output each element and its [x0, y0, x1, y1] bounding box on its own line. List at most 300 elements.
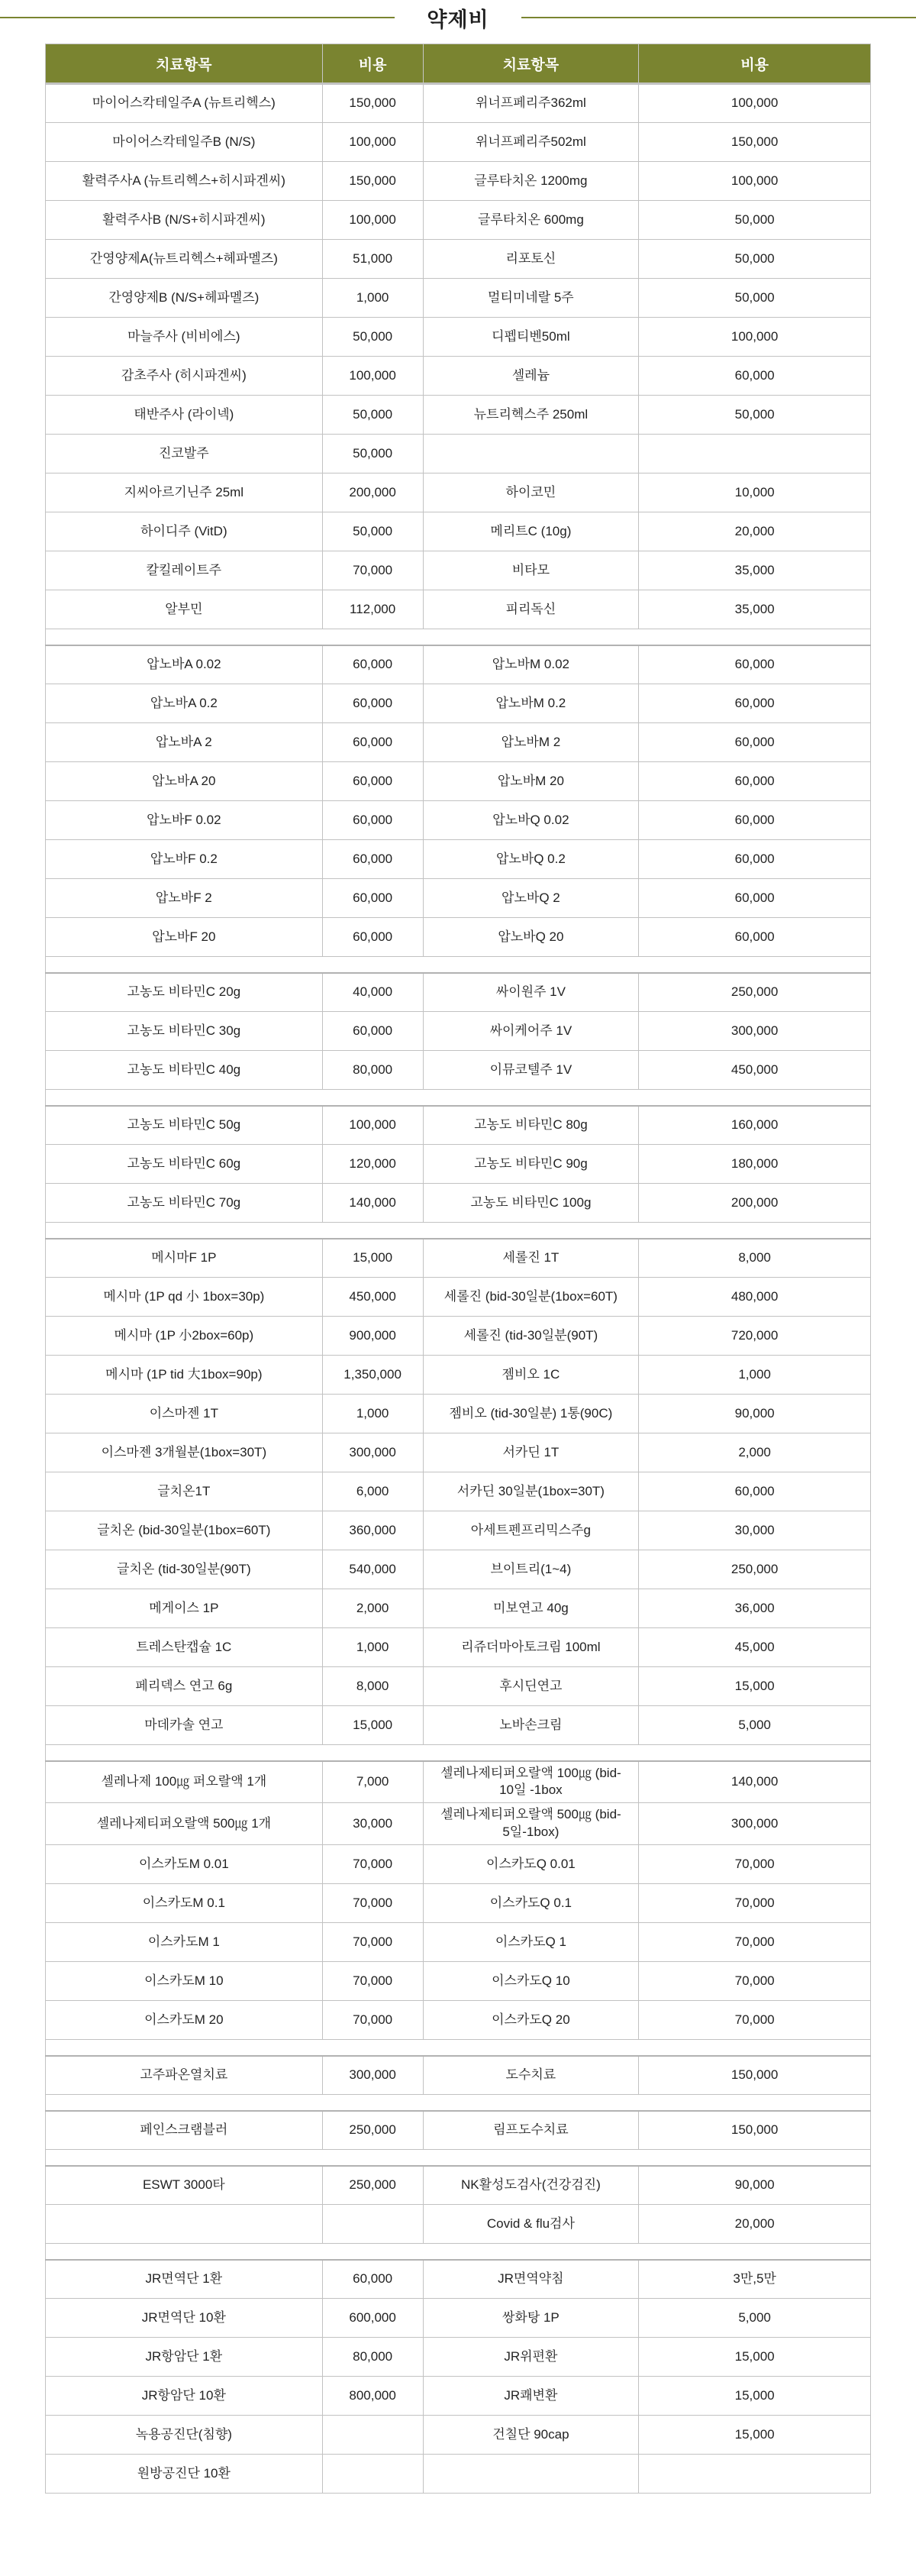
table-row: [46, 918, 871, 957]
price-cell: 50,000: [639, 396, 871, 435]
price-cell: 450,000: [639, 1051, 871, 1090]
item-cell: 셀레나제티퍼오랄액 500㎍ 1개: [46, 1803, 323, 1845]
price-cell: 70,000: [322, 551, 423, 590]
item-cell: 압노바M 20: [423, 762, 639, 801]
item-cell: 위너프페리주502ml: [423, 123, 639, 162]
item-cell: 메게이스 1P: [46, 1589, 323, 1628]
item-cell: 진코발주: [46, 435, 323, 474]
price-cell: 60,000: [322, 801, 423, 840]
table-row: [46, 2299, 871, 2338]
price-table-wrap: [0, 44, 916, 2494]
table-row: [46, 1012, 871, 1051]
price-cell: 15,000: [322, 1239, 423, 1278]
item-cell: 페인스크램블러: [46, 2111, 323, 2150]
header-cost-col-left: 비용: [322, 44, 423, 84]
price-cell: 250,000: [322, 2111, 423, 2150]
table-row: [46, 396, 871, 435]
price-cell: 100,000: [322, 357, 423, 396]
price-cell: 160,000: [639, 1106, 871, 1145]
item-cell: 압노바F 20: [46, 918, 323, 957]
price-cell: 70,000: [639, 1923, 871, 1962]
price-cell: 150,000: [322, 162, 423, 201]
item-cell: 이스마젠 3개월분(1box=30T): [46, 1433, 323, 1472]
item-cell: JR항암단 1환: [46, 2338, 323, 2377]
item-cell: 압노바Q 2: [423, 879, 639, 918]
item-cell: 페리덱스 연고 6g: [46, 1667, 323, 1706]
item-cell: 메시마 (1P tid 大1box=90p): [46, 1356, 323, 1395]
table-row: [46, 474, 871, 512]
item-cell: [423, 2455, 639, 2494]
table-row: [46, 2001, 871, 2040]
item-cell: 고농도 비타민C 60g: [46, 1145, 323, 1184]
table-row: [46, 2377, 871, 2416]
table-row: [46, 1550, 871, 1589]
item-cell: JR항암단 10환: [46, 2377, 323, 2416]
item-cell: 멀티미네랄 5주: [423, 279, 639, 318]
item-cell: 녹용공진단(침향): [46, 2416, 323, 2455]
table-row: [46, 1184, 871, 1223]
price-cell: [322, 2455, 423, 2494]
price-cell: 50,000: [322, 512, 423, 551]
item-cell: 압노바M 0.2: [423, 684, 639, 723]
price-cell: 60,000: [639, 357, 871, 396]
table-row: [46, 879, 871, 918]
table-row: [46, 1145, 871, 1184]
price-cell: 45,000: [639, 1628, 871, 1667]
item-cell: 압노바A 0.2: [46, 684, 323, 723]
price-cell: 140,000: [322, 1184, 423, 1223]
item-cell: 원방공진단 10환: [46, 2455, 323, 2494]
price-cell: 450,000: [322, 1278, 423, 1317]
table-row: [46, 2338, 871, 2377]
item-cell: 감초주사 (히시파겐씨): [46, 357, 323, 396]
table-row: [46, 1511, 871, 1550]
table-row: [46, 1395, 871, 1433]
item-cell: NK활성도검사(건강검진): [423, 2166, 639, 2205]
price-cell: 100,000: [322, 201, 423, 240]
price-cell: 70,000: [639, 1962, 871, 2001]
price-cell: 60,000: [322, 762, 423, 801]
table-row: [46, 1278, 871, 1317]
price-cell: 35,000: [639, 551, 871, 590]
table-row: [46, 645, 871, 684]
price-cell: 60,000: [639, 723, 871, 762]
price-cell: 70,000: [639, 2001, 871, 2040]
item-cell: 마데카솔 연고: [46, 1706, 323, 1745]
item-cell: 압노바M 2: [423, 723, 639, 762]
price-cell: 15,000: [322, 1706, 423, 1745]
price-cell: 100,000: [639, 162, 871, 201]
price-cell: 15,000: [639, 2416, 871, 2455]
item-cell: JR면역약침: [423, 2260, 639, 2299]
table-row: [46, 357, 871, 396]
price-cell: 100,000: [639, 318, 871, 357]
table-row: [46, 1356, 871, 1395]
item-cell: 도수치료: [423, 2056, 639, 2095]
price-cell: 30,000: [639, 1511, 871, 1550]
table-row: [46, 1433, 871, 1472]
table-row: [46, 318, 871, 357]
table-row: [46, 512, 871, 551]
item-cell: 압노바F 2: [46, 879, 323, 918]
item-cell: 메리트C (10g): [423, 512, 639, 551]
item-cell: 미보연고 40g: [423, 1589, 639, 1628]
price-cell: 5,000: [639, 1706, 871, 1745]
price-cell: 300,000: [639, 1012, 871, 1051]
price-cell: 60,000: [639, 762, 871, 801]
price-cell: 60,000: [322, 645, 423, 684]
section-separator: [46, 629, 871, 645]
item-cell: 위너프페리주362ml: [423, 84, 639, 123]
price-cell: 150,000: [639, 2056, 871, 2095]
header-cost-col-right: 비용: [639, 44, 871, 84]
item-cell: 압노바F 0.2: [46, 840, 323, 879]
price-cell: 51,000: [322, 240, 423, 279]
price-cell: 70,000: [322, 1845, 423, 1884]
price-cell: 60,000: [639, 840, 871, 879]
price-cell: 10,000: [639, 474, 871, 512]
table-row: [46, 2455, 871, 2494]
table-row: [46, 84, 871, 123]
price-cell: 3만,5만: [639, 2260, 871, 2299]
price-cell: 150,000: [322, 84, 423, 123]
item-cell: 압노바Q 0.2: [423, 840, 639, 879]
item-cell: 하이코민: [423, 474, 639, 512]
price-cell: 60,000: [322, 840, 423, 879]
item-cell: 고농도 비타민C 50g: [46, 1106, 323, 1145]
table-row: [46, 723, 871, 762]
item-cell: 아세트펜프리믹스주g: [423, 1511, 639, 1550]
table-row: [46, 201, 871, 240]
price-cell: 300,000: [322, 1433, 423, 1472]
table-row: [46, 973, 871, 1012]
price-cell: 140,000: [639, 1761, 871, 1803]
section-separator: [46, 2150, 871, 2166]
item-cell: 이스카도M 0.01: [46, 1845, 323, 1884]
item-cell: 고농도 비타민C 80g: [423, 1106, 639, 1145]
page-title: 약제비: [427, 8, 489, 31]
price-cell: 60,000: [322, 918, 423, 957]
price-cell: 60,000: [322, 879, 423, 918]
table-row: [46, 1845, 871, 1884]
item-cell: 고농도 비타민C 30g: [46, 1012, 323, 1051]
item-cell: 이뮤코텔주 1V: [423, 1051, 639, 1090]
price-cell: 70,000: [639, 1845, 871, 1884]
section-separator: [46, 957, 871, 973]
item-cell: 셀레늄: [423, 357, 639, 396]
price-cell: 1,000: [322, 279, 423, 318]
item-cell: 이스카도Q 1: [423, 1923, 639, 1962]
table-row: [46, 435, 871, 474]
price-cell: 20,000: [639, 512, 871, 551]
item-cell: 압노바A 2: [46, 723, 323, 762]
item-cell: 압노바F 0.02: [46, 801, 323, 840]
header-row: [46, 44, 871, 84]
item-cell: 고농도 비타민C 70g: [46, 1184, 323, 1223]
price-cell: 60,000: [639, 879, 871, 918]
item-cell: ESWT 3000타: [46, 2166, 323, 2205]
item-cell: [46, 2205, 323, 2244]
item-cell: 이스마젠 1T: [46, 1395, 323, 1433]
price-cell: 60,000: [639, 801, 871, 840]
price-cell: 90,000: [639, 1395, 871, 1433]
table-row: [46, 762, 871, 801]
price-cell: 35,000: [639, 590, 871, 629]
table-row: [46, 1667, 871, 1706]
price-table-body: [46, 84, 871, 2494]
price-cell: 250,000: [639, 1550, 871, 1589]
item-cell: 셀레나제 100㎍ 퍼오랄액 1개: [46, 1761, 323, 1803]
item-cell: 간영양제A(뉴트리헥스+헤파멜즈): [46, 240, 323, 279]
item-cell: 고주파온열치료: [46, 2056, 323, 2095]
price-cell: 60,000: [322, 2260, 423, 2299]
price-cell: 20,000: [639, 2205, 871, 2244]
table-row: [46, 1803, 871, 1845]
price-cell: 60,000: [639, 1472, 871, 1511]
item-cell: 리쥬더마아토크림 100ml: [423, 1628, 639, 1667]
item-cell: 고농도 비타민C 90g: [423, 1145, 639, 1184]
item-cell: 압노바Q 20: [423, 918, 639, 957]
price-cell: 150,000: [639, 123, 871, 162]
price-cell: 70,000: [322, 2001, 423, 2040]
table-row: [46, 1628, 871, 1667]
price-cell: 150,000: [639, 2111, 871, 2150]
price-cell: 1,000: [639, 1356, 871, 1395]
table-row: [46, 162, 871, 201]
item-cell: 메시마 (1P qd 小 1box=30p): [46, 1278, 323, 1317]
item-cell: 활력주사A (뉴트리헥스+히시파겐씨): [46, 162, 323, 201]
item-cell: 압노바Q 0.02: [423, 801, 639, 840]
table-row: [46, 1472, 871, 1511]
item-cell: 알부민: [46, 590, 323, 629]
price-table-header: [46, 44, 871, 84]
table-row: [46, 840, 871, 879]
item-cell: 칼킬레이트주: [46, 551, 323, 590]
item-cell: Covid & flu검사: [423, 2205, 639, 2244]
price-cell: 36,000: [639, 1589, 871, 1628]
price-cell: 40,000: [322, 973, 423, 1012]
table-row: [46, 279, 871, 318]
item-cell: JR면역단 10환: [46, 2299, 323, 2338]
price-cell: 250,000: [322, 2166, 423, 2205]
price-cell: 300,000: [322, 2056, 423, 2095]
price-cell: 70,000: [322, 1884, 423, 1923]
price-cell: 50,000: [322, 435, 423, 474]
table-row: [46, 2416, 871, 2455]
item-cell: 젬비오 (tid-30일분) 1통(90C): [423, 1395, 639, 1433]
table-row: [46, 1239, 871, 1278]
item-cell: JR쾌변환: [423, 2377, 639, 2416]
price-cell: 540,000: [322, 1550, 423, 1589]
header-item-col-right: 치료항목: [423, 44, 639, 84]
item-cell: 이스카도M 20: [46, 2001, 323, 2040]
price-cell: 7,000: [322, 1761, 423, 1803]
item-cell: 글루타치온 1200mg: [423, 162, 639, 201]
table-row: [46, 240, 871, 279]
item-cell: 고농도 비타민C 40g: [46, 1051, 323, 1090]
section-separator: [46, 1090, 871, 1106]
item-cell: 글치온 (bid-30일분(1box=60T): [46, 1511, 323, 1550]
item-cell: 이스카도Q 20: [423, 2001, 639, 2040]
item-cell: 후시딘연고: [423, 1667, 639, 1706]
item-cell: 뉴트리헥스주 250ml: [423, 396, 639, 435]
price-cell: 50,000: [322, 396, 423, 435]
price-cell: 480,000: [639, 1278, 871, 1317]
price-cell: 100,000: [639, 84, 871, 123]
price-cell: 2,000: [639, 1433, 871, 1472]
price-cell: 360,000: [322, 1511, 423, 1550]
price-cell: 60,000: [639, 684, 871, 723]
price-cell: 80,000: [322, 1051, 423, 1090]
item-cell: 싸이케어주 1V: [423, 1012, 639, 1051]
item-cell: 지씨아르기닌주 25ml: [46, 474, 323, 512]
price-cell: 60,000: [322, 684, 423, 723]
item-cell: 쌍화탕 1P: [423, 2299, 639, 2338]
price-cell: 900,000: [322, 1317, 423, 1356]
item-cell: 글치온1T: [46, 1472, 323, 1511]
item-cell: 림프도수치료: [423, 2111, 639, 2150]
title-rule-left: [0, 17, 395, 18]
price-cell: 90,000: [639, 2166, 871, 2205]
table-row: [46, 123, 871, 162]
item-cell: 이스카도Q 10: [423, 1962, 639, 2001]
item-cell: 세롤진 (bid-30일분(1box=60T): [423, 1278, 639, 1317]
title-rule-right: [521, 17, 916, 18]
item-cell: 디펩티벤50ml: [423, 318, 639, 357]
item-cell: 리포토신: [423, 240, 639, 279]
item-cell: 서카딘 30일분(1box=30T): [423, 1472, 639, 1511]
price-cell: 1,350,000: [322, 1356, 423, 1395]
price-cell: 60,000: [322, 1012, 423, 1051]
item-cell: 글치온 (tid-30일분(90T): [46, 1550, 323, 1589]
table-row: [46, 2166, 871, 2205]
title-band: [0, 5, 916, 31]
price-cell: 50,000: [639, 240, 871, 279]
price-table: [45, 44, 871, 2494]
item-cell: 서카딘 1T: [423, 1433, 639, 1472]
item-cell: JR면역단 1환: [46, 2260, 323, 2299]
table-row: [46, 801, 871, 840]
item-cell: 마이어스칵테일주A (뉴트리헥스): [46, 84, 323, 123]
section-separator: [46, 2040, 871, 2056]
price-cell: 80,000: [322, 2338, 423, 2377]
item-cell: 이스카도M 1: [46, 1923, 323, 1962]
table-row: [46, 1962, 871, 2001]
section-separator: [46, 1223, 871, 1239]
price-cell: [639, 2455, 871, 2494]
item-cell: 브이트리(1~4): [423, 1550, 639, 1589]
item-cell: 압노바M 0.02: [423, 645, 639, 684]
price-cell: 200,000: [639, 1184, 871, 1223]
price-cell: 8,000: [639, 1239, 871, 1278]
item-cell: 노바손크림: [423, 1706, 639, 1745]
price-cell: 15,000: [639, 2377, 871, 2416]
price-cell: 600,000: [322, 2299, 423, 2338]
item-cell: 이스카도Q 0.01: [423, 1845, 639, 1884]
price-cell: 1,000: [322, 1628, 423, 1667]
price-cell: [322, 2205, 423, 2244]
price-cell: 50,000: [639, 201, 871, 240]
table-row: [46, 1884, 871, 1923]
price-cell: 50,000: [639, 279, 871, 318]
table-row: [46, 2260, 871, 2299]
price-cell: 300,000: [639, 1803, 871, 1845]
price-cell: 200,000: [322, 474, 423, 512]
price-cell: 70,000: [639, 1884, 871, 1923]
item-cell: 트레스탄캡슐 1C: [46, 1628, 323, 1667]
price-cell: 15,000: [639, 2338, 871, 2377]
price-cell: 60,000: [639, 645, 871, 684]
item-cell: 피리독신: [423, 590, 639, 629]
item-cell: 메시마F 1P: [46, 1239, 323, 1278]
item-cell: 젬비오 1C: [423, 1356, 639, 1395]
item-cell: 압노바A 0.02: [46, 645, 323, 684]
item-cell: 글루타치온 600mg: [423, 201, 639, 240]
item-cell: 고농도 비타민C 20g: [46, 973, 323, 1012]
section-separator: [46, 2095, 871, 2111]
item-cell: 고농도 비타민C 100g: [423, 1184, 639, 1223]
price-cell: 8,000: [322, 1667, 423, 1706]
price-cell: 6,000: [322, 1472, 423, 1511]
price-cell: 30,000: [322, 1803, 423, 1845]
price-cell: 800,000: [322, 2377, 423, 2416]
item-cell: 마이어스칵테일주B (N/S): [46, 123, 323, 162]
item-cell: 건칠단 90cap: [423, 2416, 639, 2455]
price-cell: 70,000: [322, 1962, 423, 2001]
item-cell: 싸이원주 1V: [423, 973, 639, 1012]
price-cell: 100,000: [322, 1106, 423, 1145]
item-cell: 이스카도M 10: [46, 1962, 323, 2001]
item-cell: 비타모: [423, 551, 639, 590]
table-row: [46, 684, 871, 723]
table-row: [46, 1706, 871, 1745]
table-row: [46, 1317, 871, 1356]
item-cell: 이스카도M 0.1: [46, 1884, 323, 1923]
table-row: [46, 1923, 871, 1962]
price-cell: 60,000: [322, 723, 423, 762]
item-cell: 세롤진 1T: [423, 1239, 639, 1278]
item-cell: 하이디주 (VitD): [46, 512, 323, 551]
price-cell: 15,000: [639, 1667, 871, 1706]
table-row: [46, 1051, 871, 1090]
item-cell: 메시마 (1P 小2box=60p): [46, 1317, 323, 1356]
section-separator: [46, 1745, 871, 1761]
price-cell: 60,000: [639, 918, 871, 957]
table-row: [46, 551, 871, 590]
price-cell: 180,000: [639, 1145, 871, 1184]
table-row: [46, 2205, 871, 2244]
item-cell: 이스카도Q 0.1: [423, 1884, 639, 1923]
price-cell: 2,000: [322, 1589, 423, 1628]
price-cell: 50,000: [322, 318, 423, 357]
price-cell: 720,000: [639, 1317, 871, 1356]
price-cell: 100,000: [322, 123, 423, 162]
table-row: [46, 2111, 871, 2150]
item-cell: 세롤진 (tid-30일분(90T): [423, 1317, 639, 1356]
price-cell: 70,000: [322, 1923, 423, 1962]
item-cell: 셀레나제티퍼오랄액 500㎍ (bid-5일-1box): [423, 1803, 639, 1845]
item-cell: 압노바A 20: [46, 762, 323, 801]
price-cell: 112,000: [322, 590, 423, 629]
table-row: [46, 1761, 871, 1803]
table-row: [46, 2056, 871, 2095]
item-cell: 마늘주사 (비비에스): [46, 318, 323, 357]
price-cell: [639, 435, 871, 474]
price-cell: [322, 2416, 423, 2455]
header-item-col-left: 치료항목: [46, 44, 323, 84]
price-cell: 5,000: [639, 2299, 871, 2338]
price-cell: 1,000: [322, 1395, 423, 1433]
